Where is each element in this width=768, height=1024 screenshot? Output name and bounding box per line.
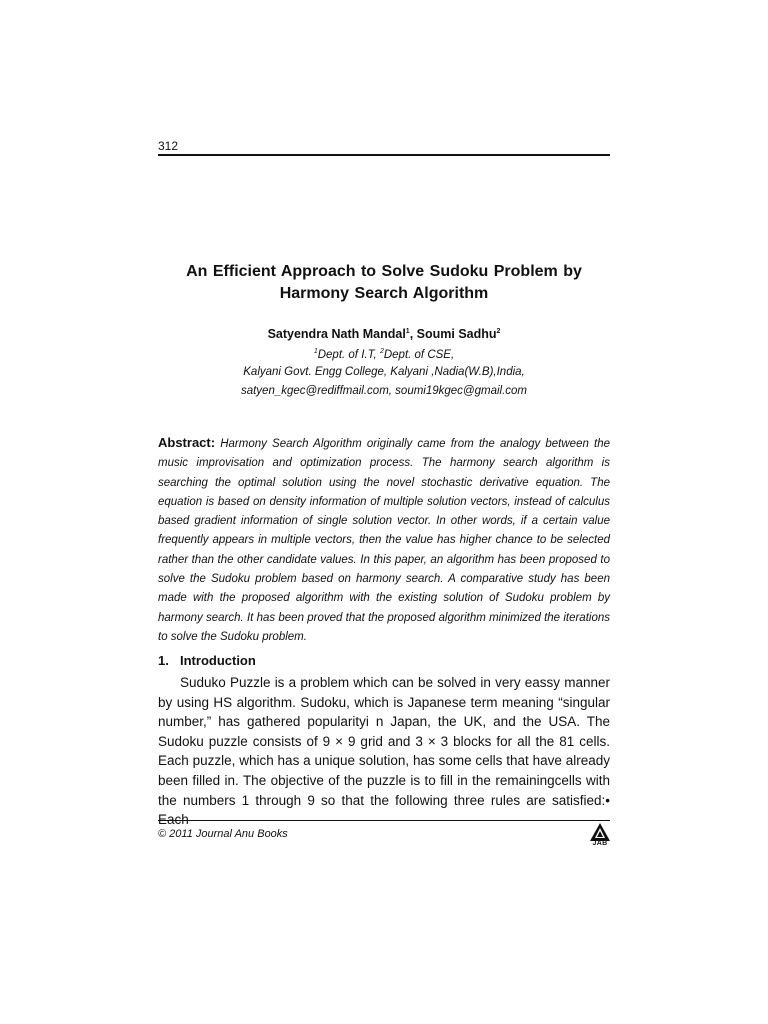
author-1-affil-mark: 1 <box>405 327 410 335</box>
paper-title-line-1: An Efficient Approach to Solve Sudoku Problem by <box>186 263 582 280</box>
section-number: 1. <box>158 653 169 668</box>
department-2: Dept. of CSE, <box>383 348 455 361</box>
affil-mark-2: 2 <box>379 348 384 355</box>
affil-mark-1: 1 <box>313 348 318 355</box>
author-2-affil-mark: 2 <box>496 327 501 335</box>
author-1: Satyendra Nath Mandal <box>267 327 406 341</box>
affiliation-departments <box>158 348 610 361</box>
abstract-text: Harmony Search Algorithm originally came from the analogy between the music improvisation and optimization process. The harmony search algorithm is searching the optimal solution using the novel stochastic derivative equation. The equation is based on density information of multiple solution vectors, instead of calculus based gradient information of single solution vector. In other words, if a certain value frequently appears in multiple vectors, then the value has higher chance to be selected rather than the other candidate values. In this paper, an algorithm has been proposed to solve the Sudoku problem based on harmony search. A comparative study has been made with the proposed algorithm with the existing solution of Sudoku problem by harmony search. It has been proved that the proposed algorithm minimized the iterations to solve the Sudoku problem. <box>158 438 610 643</box>
section-title: Introduction <box>180 653 256 668</box>
affiliation-institution: Kalyani Govt. Engg College, Kalyani ,Nadia(W.B),India, <box>243 366 525 378</box>
publisher-logo-text: JAB <box>592 840 608 847</box>
abstract-label: Abstract: <box>158 435 216 450</box>
department-1: Dept. of I.T, <box>317 348 380 361</box>
abstract <box>158 433 610 647</box>
introduction-text: Suduko Puzzle is a problem which can be solved in very eassy manner by using HS algorithm. Sudoku, which is Japanese term meaning “singular number,” has gathered popularityi n Japan, the UK, and the USA. The Sudoku puzzle consists of 9 × 9 grid and 3 × 3 blocks for all the 81 cells. Each puzzle, which has a unique solution, has some cells that have already been filled in. The objective of the puzzle is to fill in the remainingcells with the numbers 1 through 9 so that the following three rules are satisfied:• Each <box>158 675 610 828</box>
paper-title <box>158 261 610 305</box>
header-rule <box>158 154 610 156</box>
page-number: 312 <box>158 139 179 153</box>
introduction-paragraph <box>158 673 610 830</box>
affiliation-emails: satyen_kgec@rediffmail.com, soumi19kgec@gmail.com <box>240 385 528 397</box>
author-line <box>158 327 610 341</box>
copyright-notice: © 2011 Journal Anu Books <box>158 828 288 840</box>
author-separator: , <box>409 327 417 341</box>
section-heading-introduction <box>158 653 256 668</box>
paper-title-line-2: Harmony Search Algorithm <box>279 285 489 302</box>
footer-rule <box>158 820 610 821</box>
author-2: Soumi Sadhu <box>416 327 497 341</box>
